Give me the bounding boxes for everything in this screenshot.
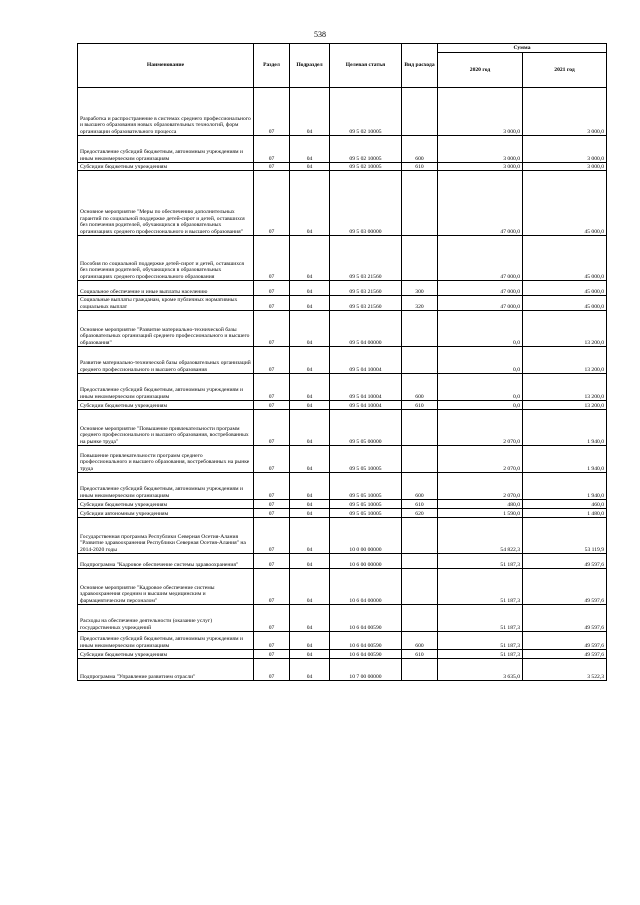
header-2020: 2020 год — [438, 53, 523, 88]
row-2020: 480,0 — [438, 500, 523, 509]
table-row — [78, 311, 607, 347]
row-name: Предоставление субсидий бюджетным, автономным учреждениям и иным некоммерческим организациям — [78, 136, 254, 163]
row-2020: 51 187,3 — [438, 569, 523, 605]
row-vid — [402, 518, 438, 554]
row-2020: 51 187,3 — [438, 650, 523, 659]
row-target: 09 5 05 10005 — [330, 473, 402, 500]
row-vid — [402, 171, 438, 236]
row-name: Пособия по социальной поддержке детей-сирот и детей, оставшихся без попечения родителей, обучающихся в образовательных организациях среднего профессионального образования — [78, 236, 254, 281]
row-2021: 3 000,0 — [523, 136, 607, 163]
row-target: 10 0 00 00000 — [330, 518, 402, 554]
row-2021: 460,0 — [523, 500, 607, 509]
table-row — [78, 473, 607, 500]
row-target: 09 5 03 21560 — [330, 236, 402, 281]
row-name: Подпрограмма "Кадровое обеспечение системы здравоохранения" — [78, 554, 254, 569]
row-target: 09 5 02 10005 — [330, 163, 402, 171]
row-target: 09 5 03 00000 — [330, 171, 402, 236]
row-name: Основное мероприятие "Кадровое обеспечение системы здравоохранения средним и высшим медицинским и фармацевтическим персоналом" — [78, 569, 254, 605]
row-razdel: 07 — [254, 163, 290, 171]
row-2021: 1 940,0 — [523, 410, 607, 446]
row-2021: 13 200,0 — [523, 374, 607, 401]
row-name: Субсидии бюджетным учреждениям — [78, 163, 254, 171]
row-name: Расходы на обеспечение деятельности (оказание услуг) государственных учреждений — [78, 605, 254, 632]
row-podrazdel: 04 — [290, 473, 330, 500]
row-razdel: 07 — [254, 88, 290, 136]
row-2021: 49 597,6 — [523, 605, 607, 632]
table-row — [78, 410, 607, 446]
budget-table — [77, 43, 607, 681]
row-podrazdel: 04 — [290, 500, 330, 509]
row-vid: 620 — [402, 509, 438, 518]
row-2020: 51 187,3 — [438, 605, 523, 632]
row-razdel: 07 — [254, 605, 290, 632]
table-row — [78, 374, 607, 401]
row-2020: 51 187,3 — [438, 554, 523, 569]
row-vid: 600 — [402, 136, 438, 163]
row-vid — [402, 659, 438, 681]
row-vid: 320 — [402, 296, 438, 311]
row-2021: 13 200,0 — [523, 347, 607, 374]
row-razdel: 07 — [254, 410, 290, 446]
row-vid: 600 — [402, 632, 438, 650]
row-name: Предоставление субсидий бюджетным, автономным учреждениям и иным некоммерческим организациям — [78, 374, 254, 401]
row-target: 10 6 04 00000 — [330, 569, 402, 605]
table-body — [78, 88, 607, 681]
table-row — [78, 509, 607, 518]
row-vid — [402, 347, 438, 374]
table-row — [78, 632, 607, 650]
row-target: 09 5 03 21560 — [330, 281, 402, 296]
row-2021: 49 597,6 — [523, 569, 607, 605]
row-target: 09 5 05 00000 — [330, 410, 402, 446]
table-row — [78, 88, 607, 136]
row-2021: 3 000,0 — [523, 88, 607, 136]
row-podrazdel: 04 — [290, 296, 330, 311]
row-name: Повышение привлекательности программ среднего профессионального и высшего образования, востребованных на рынке труда — [78, 446, 254, 473]
row-vid: 610 — [402, 650, 438, 659]
row-razdel: 07 — [254, 401, 290, 410]
row-razdel: 07 — [254, 296, 290, 311]
row-vid — [402, 605, 438, 632]
row-target: 09 5 05 10005 — [330, 500, 402, 509]
row-name: Предоставление субсидий бюджетным, автономным учреждениям и иным некоммерческим организациям — [78, 632, 254, 650]
row-2020: 3 000,0 — [438, 136, 523, 163]
row-vid: 610 — [402, 401, 438, 410]
row-2020: 1 590,0 — [438, 509, 523, 518]
row-target: 10 6 04 00590 — [330, 605, 402, 632]
row-vid — [402, 569, 438, 605]
row-razdel: 07 — [254, 473, 290, 500]
row-razdel: 07 — [254, 281, 290, 296]
page-number: 538 — [314, 30, 326, 39]
row-vid: 600 — [402, 374, 438, 401]
table-row — [78, 296, 607, 311]
row-vid — [402, 311, 438, 347]
row-name: Субсидии бюджетным учреждениям — [78, 650, 254, 659]
row-podrazdel: 04 — [290, 311, 330, 347]
row-razdel: 07 — [254, 650, 290, 659]
table-row — [78, 659, 607, 681]
row-2021: 1 940,0 — [523, 446, 607, 473]
row-razdel: 07 — [254, 632, 290, 650]
row-vid: 610 — [402, 500, 438, 509]
row-name: Субсидии автономным учреждениям — [78, 509, 254, 518]
row-target: 09 5 05 10005 — [330, 509, 402, 518]
row-2020: 47 000,0 — [438, 171, 523, 236]
row-razdel: 07 — [254, 500, 290, 509]
row-razdel: 07 — [254, 518, 290, 554]
row-podrazdel: 04 — [290, 171, 330, 236]
row-2020: 2 070,0 — [438, 410, 523, 446]
row-2021: 45 000,0 — [523, 171, 607, 236]
header-summa: Сумма — [438, 44, 607, 53]
row-2021: 45 000,0 — [523, 236, 607, 281]
row-2020: 0,0 — [438, 347, 523, 374]
row-2020: 0,0 — [438, 374, 523, 401]
table-row — [78, 347, 607, 374]
row-name: Разработка и распространение в системах среднего профессионального и высшего образования новых образовательных технологий, форм организации образовательного процесса — [78, 88, 254, 136]
row-target: 09 5 04 10004 — [330, 347, 402, 374]
row-podrazdel: 04 — [290, 509, 330, 518]
table-row — [78, 650, 607, 659]
row-razdel: 07 — [254, 136, 290, 163]
row-podrazdel: 04 — [290, 236, 330, 281]
row-2020: 47 000,0 — [438, 236, 523, 281]
row-vid: 610 — [402, 163, 438, 171]
row-name: Субсидии бюджетным учреждениям — [78, 500, 254, 509]
row-name: Социальное обеспечение и иные выплаты населению — [78, 281, 254, 296]
row-2021: 45 000,0 — [523, 281, 607, 296]
row-2020: 2 070,0 — [438, 473, 523, 500]
row-2021: 1 940,0 — [523, 473, 607, 500]
row-vid — [402, 554, 438, 569]
row-razdel: 07 — [254, 347, 290, 374]
row-razdel: 07 — [254, 171, 290, 236]
row-razdel: 07 — [254, 659, 290, 681]
row-target: 09 5 05 10005 — [330, 446, 402, 473]
row-2020: 47 000,0 — [438, 281, 523, 296]
table-row — [78, 163, 607, 171]
row-name: Основное мероприятие "Развитие материально-технической базы образовательных организаций среднего профессионального и высшего образования" — [78, 311, 254, 347]
row-podrazdel: 04 — [290, 605, 330, 632]
row-podrazdel: 04 — [290, 374, 330, 401]
row-2021: 45 000,0 — [523, 296, 607, 311]
row-2020: 51 187,3 — [438, 632, 523, 650]
row-podrazdel: 04 — [290, 88, 330, 136]
row-podrazdel: 04 — [290, 446, 330, 473]
row-razdel: 07 — [254, 569, 290, 605]
row-vid — [402, 88, 438, 136]
row-2020: 3 000,0 — [438, 163, 523, 171]
table-row — [78, 171, 607, 236]
row-name: Государственная программа Республики Северная Осетия-Алания "Развитие здравоохранения Республики Северная Осетия-Алания" на 2014-2020 годы — [78, 518, 254, 554]
row-name: Основное мероприятие "Меры по обеспечению дополнительных гарантий по социальной поддержке детей-сирот и детей, оставшихся без попечения родителей, обучающихся в образовательных организациях среднего профессионального и высшего образования" — [78, 171, 254, 236]
row-razdel: 07 — [254, 311, 290, 347]
header-vid: Вид расхода — [402, 44, 438, 88]
row-podrazdel: 04 — [290, 401, 330, 410]
table-row — [78, 401, 607, 410]
row-target: 10 6 04 00590 — [330, 632, 402, 650]
row-razdel: 07 — [254, 509, 290, 518]
table-header — [78, 44, 607, 88]
row-podrazdel: 04 — [290, 518, 330, 554]
row-podrazdel: 04 — [290, 632, 330, 650]
row-target: 10 7 00 00000 — [330, 659, 402, 681]
row-2021: 13 200,0 — [523, 401, 607, 410]
row-2021: 49 597,6 — [523, 632, 607, 650]
row-podrazdel: 04 — [290, 281, 330, 296]
row-podrazdel: 04 — [290, 659, 330, 681]
row-2020: 2 070,0 — [438, 446, 523, 473]
row-2020: 3 635,0 — [438, 659, 523, 681]
row-target: 09 5 04 10004 — [330, 374, 402, 401]
row-target: 10 6 04 00590 — [330, 650, 402, 659]
row-vid — [402, 446, 438, 473]
row-target: 09 5 04 10004 — [330, 401, 402, 410]
row-vid — [402, 410, 438, 446]
table-row — [78, 569, 607, 605]
row-2020: 0,0 — [438, 311, 523, 347]
table-row — [78, 554, 607, 569]
row-2021: 3 522,3 — [523, 659, 607, 681]
row-podrazdel: 04 — [290, 569, 330, 605]
row-podrazdel: 04 — [290, 136, 330, 163]
table-row — [78, 236, 607, 281]
row-name: Социальные выплаты гражданам, кроме публичных нормативных социальных выплат — [78, 296, 254, 311]
row-2020: 3 000,0 — [438, 88, 523, 136]
header-podrazdel: Подраздел — [290, 44, 330, 88]
row-2021: 49 597,6 — [523, 650, 607, 659]
table-row — [78, 281, 607, 296]
row-2020: 47 000,0 — [438, 296, 523, 311]
row-2020: 54 822,3 — [438, 518, 523, 554]
row-podrazdel: 04 — [290, 650, 330, 659]
row-razdel: 07 — [254, 374, 290, 401]
row-target: 10 6 00 00000 — [330, 554, 402, 569]
table-row — [78, 605, 607, 632]
row-razdel: 07 — [254, 236, 290, 281]
row-target: 09 5 02 10005 — [330, 88, 402, 136]
row-name: Субсидии бюджетным учреждениям — [78, 401, 254, 410]
row-name: Подпрограмма "Управление развитием отрасли" — [78, 659, 254, 681]
row-name: Предоставление субсидий бюджетным, автономным учреждениям и иным некоммерческим организациям — [78, 473, 254, 500]
header-2021: 2021 год — [523, 53, 607, 88]
row-podrazdel: 04 — [290, 347, 330, 374]
header-razdel: Раздел — [254, 44, 290, 88]
header-target: Целевая статья — [330, 44, 402, 88]
row-podrazdel: 04 — [290, 554, 330, 569]
row-vid: 600 — [402, 473, 438, 500]
row-vid — [402, 236, 438, 281]
row-2021: 1 480,0 — [523, 509, 607, 518]
row-2021: 53 119,9 — [523, 518, 607, 554]
row-2021: 49 597,6 — [523, 554, 607, 569]
table-row — [78, 446, 607, 473]
row-name: Развитие материально-технической базы образовательных организаций среднего профессионального и высшего образования — [78, 347, 254, 374]
row-2021: 13 200,0 — [523, 311, 607, 347]
table-row — [78, 500, 607, 509]
row-target: 09 5 02 10005 — [330, 136, 402, 163]
row-2021: 3 000,0 — [523, 163, 607, 171]
row-razdel: 07 — [254, 446, 290, 473]
header-name: Наименование — [78, 44, 254, 88]
table-row — [78, 136, 607, 163]
row-target: 09 5 04 00000 — [330, 311, 402, 347]
row-target: 09 5 03 21560 — [330, 296, 402, 311]
table-row — [78, 518, 607, 554]
row-2020: 0,0 — [438, 401, 523, 410]
row-podrazdel: 04 — [290, 410, 330, 446]
row-razdel: 07 — [254, 554, 290, 569]
row-podrazdel: 04 — [290, 163, 330, 171]
row-name: Основное мероприятие "Повышение привлекательности программ среднего профессионального и высшего образования, востребованных на рынке труда" — [78, 410, 254, 446]
row-vid: 300 — [402, 281, 438, 296]
